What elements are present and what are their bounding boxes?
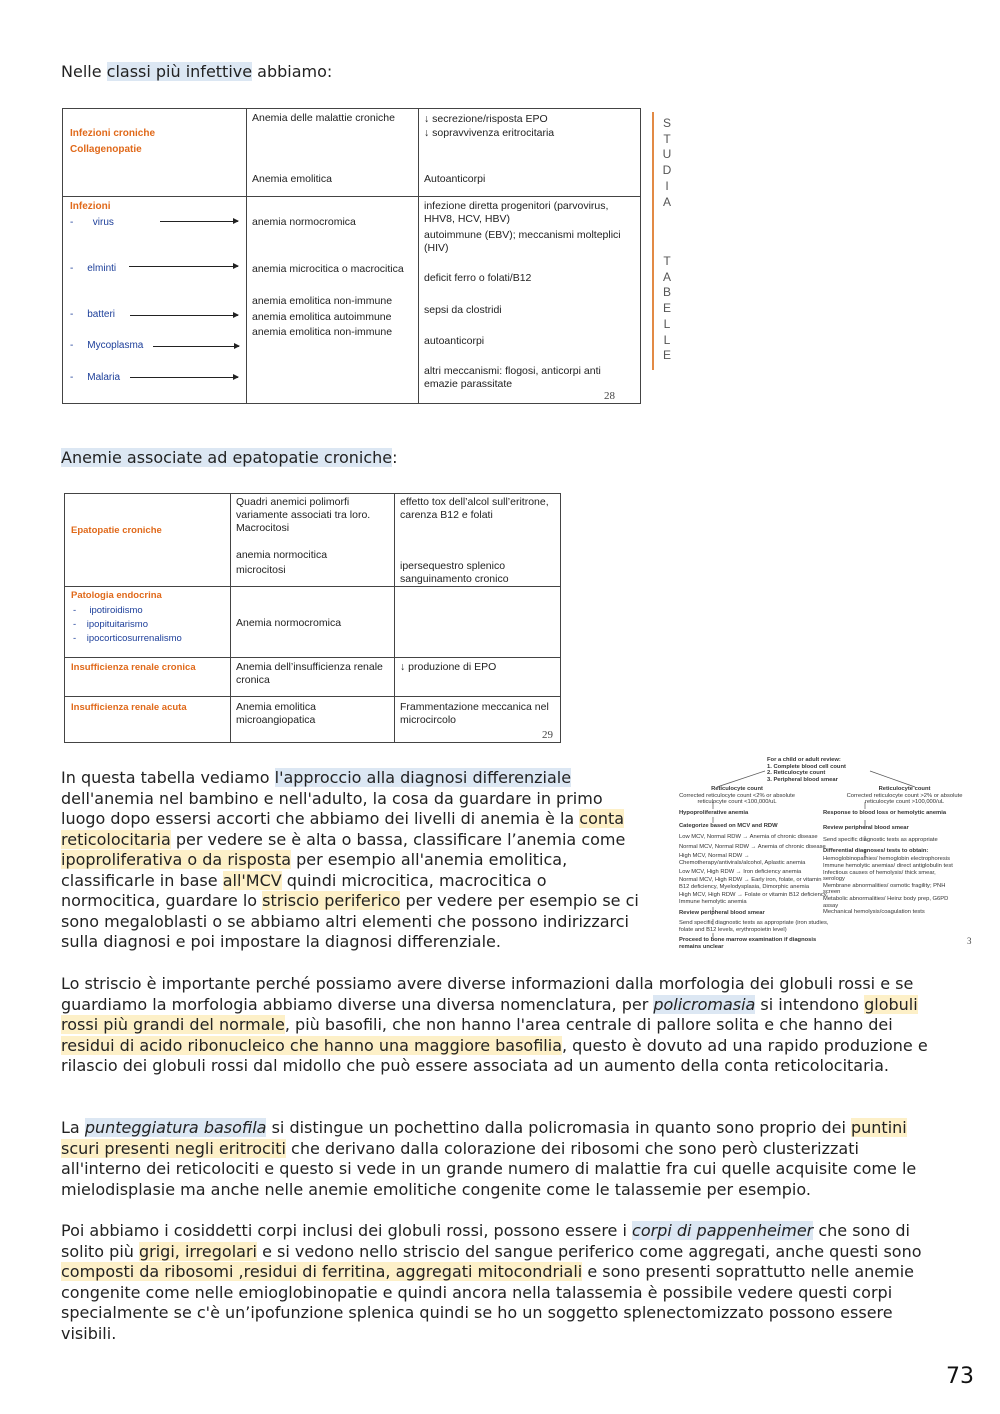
table1-item-mycoplasma: - Mycoplasma bbox=[70, 340, 144, 351]
anemia-flowchart bbox=[665, 757, 975, 952]
section-heading: Anemie associate ad epatopatie croniche: bbox=[61, 448, 398, 467]
paragraph-pappenheimer: Poi abbiamo i cosiddetti corpi inclusi dei globuli rossi, possono essere i corpi di pappenheimer che sono di solito più grigi, irregolari e si vedono nello striscio del sangue periferico come aggregati, anche questi sono composti da ribosomi ,residui di ferritina, aggregati mitocondriali e sono presenti soprattutto nelle anemie congenite come nelle emioglobinopatie e quindi ancora nella talassemia è possibile vedere questi corpi specialmente se c'è un’ipofunzione splenica quindi se ho un soggetto splenectomizzato possono essere visibili. bbox=[61, 1221, 922, 1343]
table2-row4-c3: Frammentazione meccanica nel microcircolo bbox=[400, 701, 549, 726]
intro-text: Nelle classi più infettive abbiamo: bbox=[61, 62, 333, 81]
table2-row2-label: Patologia endocrina bbox=[71, 590, 162, 601]
table2-row3-c3: ↓ produzione di EPO bbox=[400, 661, 497, 673]
flowchart-right-head: Reticulocyte count Corrected reticulocyte count >2% or absolute reticulocyte count >100,000/uL bbox=[846, 786, 963, 806]
table1-r1c3a: ↓ secrezione/risposta EPO ↓ sopravvivenza eritrocitaria bbox=[424, 113, 555, 139]
table1-r2c3-0: infezione diretta progenitori (parvovirus, HHV8, HCV, HBV) bbox=[424, 200, 609, 225]
flowchart-right-items: Response to blood loss or hemolytic anemia Review peripheral blood smear Send specific diagnostic tests as appropriate Differential diagnoses/ tests to obtain: Hemoglobinopathies/ hemoglobin electrophoresis Immune hemolytic anemias/ direct antiglobulin test Infectious causes of hemolysis/ thick smear, serology Membrane abnormalities/ osmotic fragility; PNH screen Metabolic abnormalities/ Heinz body prep, G6PD assay Mechanical hemolysis/coagulation tests bbox=[823, 810, 953, 916]
table2-row2-items: - ipotiroidismo - ipopituitarismo - ipocorticosurrenalismo bbox=[73, 605, 182, 644]
table1-r1-col1: Infezioni croniche Collagenopatie bbox=[70, 128, 156, 155]
flowchart-top: For a child or adult review: 1. Complete blood cell count 2. Reticulocyte count 3. Peripheral blood smear bbox=[767, 757, 846, 783]
infection-anemia-table bbox=[62, 108, 641, 404]
arrow-icon bbox=[160, 221, 238, 222]
table1-r2c2-list: anemia emolitica non-immune anemia emolitica autoimmune anemia emolitica non-immune bbox=[252, 295, 393, 338]
table2-row1-c3: effetto tox dell’alcol sull’eritrone, carenza B12 e folati bbox=[400, 496, 549, 521]
arrow-icon bbox=[153, 346, 239, 347]
table2-row1-c2: Quadri anemici polimorfi variamente associati tra loro. Macrocitosi bbox=[236, 496, 371, 534]
flowchart-number: 3 bbox=[967, 936, 972, 946]
table1-r2c3-4: autoanticorpi bbox=[424, 335, 485, 347]
liver-anemia-table bbox=[64, 493, 561, 743]
sidebar-rule bbox=[652, 112, 654, 370]
table1-number: 28 bbox=[604, 390, 615, 402]
paragraph-punteggiatura: La punteggiatura basofila si distingue un pochettino dalla policromasia in quanto sono proprio dei puntini scuri presenti negli eritrociti che derivano dalla colorazione dei ribosomi che sono però clusterizzati all'interno dei reticolociti e questo si vede in un grande numero di malattie fra cui quelle acquisite come le mielodisplasie ma anche nelle anemie emolitiche congenite come le talassemie per esempio. bbox=[61, 1118, 917, 1199]
table1-r2c3-2: deficit ferro o folati/B12 bbox=[424, 272, 532, 284]
flowchart-left-head: Reticulocyte count Corrected reticulocyte count <2% or absolute reticulocyte count <100,000/uL bbox=[679, 786, 795, 806]
flowchart-left-items: Hypoproliferative anemia Categorize based on MCV and RDW Low MCV, Normal RDW → Anemia of chronic disease Normal MCV, Normal RDW → Anemia of chronic disease High MCV, Normal RDW → Chemotherapy/antivirals/alcohol, Aplastic anemia Low MCV, High RDW → Iron deficiency anemia Normal MCV, High RDW → Early iron, folate, or vitamin B12 deficiency, Myelodysplasia, Dimorphic anemia High MCV, High RDW → Folate or vitamin B12 deficiency, Immune hemolytic anemia Review peripheral blood smear Send specific diagnostic tests as appropriate (iron studies, folate and B12 levels, erythropoietin level) Proceed to bone marrow examination if diagnosis remains unclear bbox=[679, 810, 829, 950]
table1-r2c2-1: anemia microcitica o macrocitica bbox=[252, 263, 404, 275]
table2-row3-label: Insufficienza renale cronica bbox=[71, 662, 196, 673]
table1-r2c3-1: autoimmune (EBV); meccanismi molteplici (HIV) bbox=[424, 229, 621, 254]
paragraph-diagnosis: In questa tabella vediamo l'approccio alla diagnosi differenziale dell'anemia nel bambino e nell'adulto, la cosa da guardare in primo luogo dopo essersi accorti che abbiamo dei livelli di anemia è la conta reticolocitaria per vedere se è alta o bassa, classificare l’anemia come ipoproliferativa o da risposta per esempio all'anemia emolitica, classificarle in base all'MCV quindi microcitica, macrocitica o normocitica, guardare lo striscio periferico per vedere per esempio se ci sono megaloblasti o se abbiamo altri elementi che possono indirizzarci sulla diagnosi e poi impostare la diagnosi differenziale. bbox=[61, 768, 639, 951]
table1-r2c3-3: sepsi da clostridi bbox=[424, 304, 502, 316]
sidebar-word-studia: S T U D I A bbox=[662, 116, 672, 209]
table1-r1c2a: Anemia delle malattie croniche bbox=[252, 112, 395, 124]
arrow-icon bbox=[130, 315, 238, 316]
table1-item-batteri: - batteri bbox=[70, 309, 116, 320]
table1-item-malaria: - Malaria bbox=[70, 372, 121, 383]
table1-r1c2b: Anemia emolitica bbox=[252, 173, 332, 185]
table2-number: 29 bbox=[542, 729, 553, 741]
arrow-icon bbox=[130, 377, 238, 378]
table2-row2-c2: Anemia normocromica bbox=[236, 617, 342, 629]
table1-r1c3b: Autoanticorpi bbox=[424, 173, 486, 185]
table1-infections-head: Infezioni bbox=[70, 201, 111, 212]
table2-row4-c2: Anemia emolitica microangiopatica bbox=[236, 701, 316, 726]
table1-r2c3-5: altri meccanismi: flogosi, anticorpi anti emazie parassitate bbox=[424, 365, 601, 390]
table2-row1-c3b: ipersequestro splenico sanguinamento cronico bbox=[400, 560, 509, 585]
table1-r2c2-0: anemia normocromica bbox=[252, 216, 356, 228]
arrow-icon bbox=[129, 266, 238, 267]
table2-row1-c2b: anemia normocitica microcitosi bbox=[236, 549, 328, 576]
table1-item-elminti: - elminti bbox=[70, 263, 117, 274]
table2-row1-label: Epatopatie croniche bbox=[71, 525, 162, 536]
page-number: 73 bbox=[946, 1364, 974, 1389]
table2-row3-c2: Anemia dell’insufficienza renale cronica bbox=[236, 661, 383, 686]
table1-item-virus: - virus bbox=[70, 217, 114, 228]
sidebar-word-tabelle: T A B E L L E bbox=[662, 254, 671, 363]
table2-row4-label: Insufficienza renale acuta bbox=[71, 702, 187, 713]
paragraph-policromasia: Lo striscio è importante perché possiamo avere diverse informazioni dalla morfologia dei globuli rossi e se guardiamo la morfologia abbiamo diverse una diversa nomenclatura, per policromasia si intendono globuli rossi più grandi del normale, più basofili, che non hanno l'area centrale di pallore solita e che hanno dei residui di acido ribonucleico che hanno una maggiore basofilia, questo è dovuto ad una rapido produzione e rilascio dei globuli rossi dal midollo che può essere associata ad un aumento della conta reticolocitaria. bbox=[61, 974, 928, 1075]
